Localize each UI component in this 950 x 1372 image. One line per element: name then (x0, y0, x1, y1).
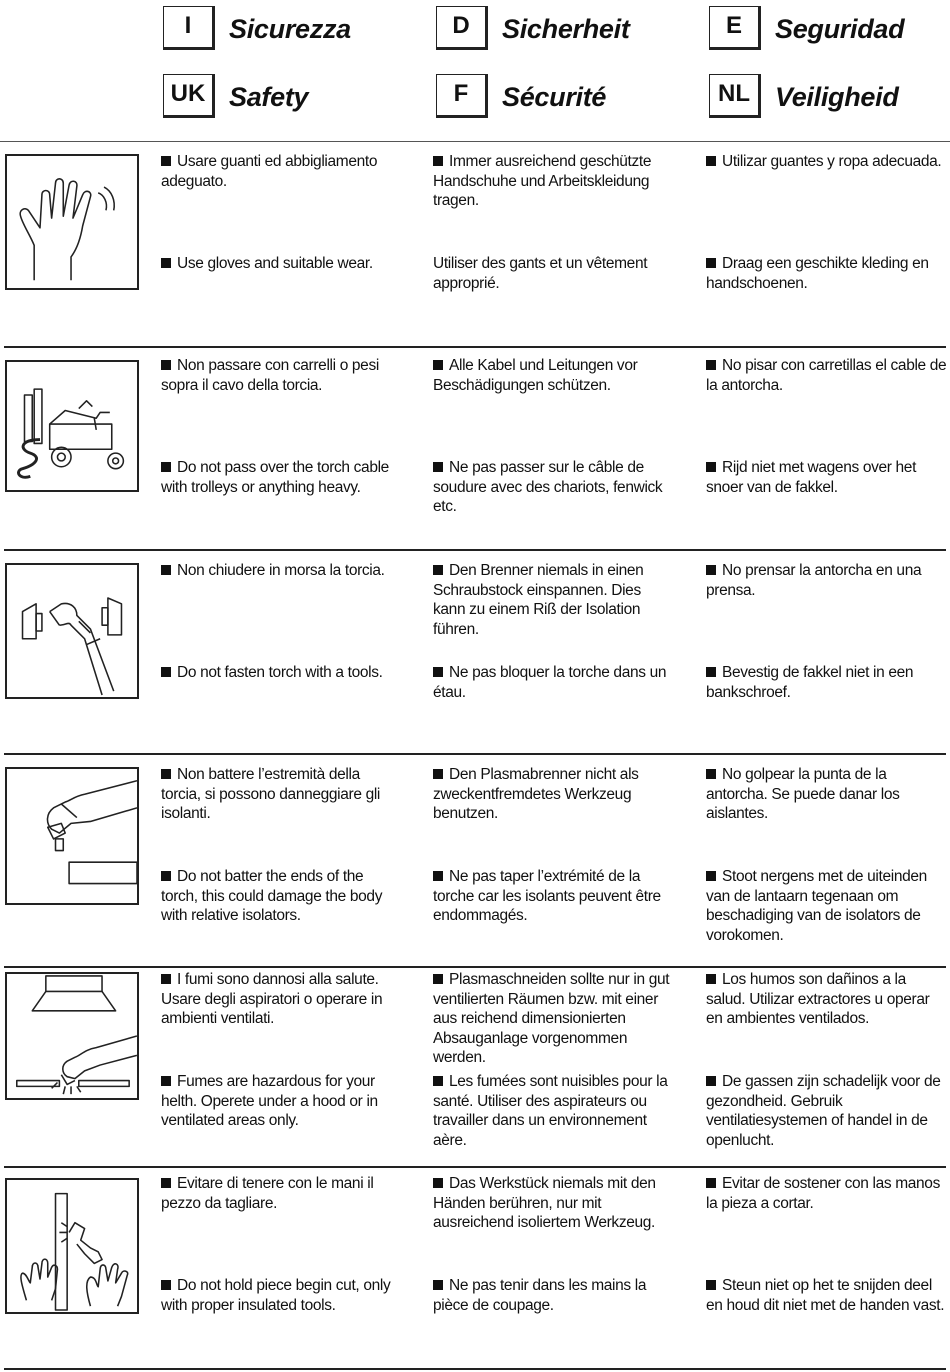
instruction-es (706, 1174, 948, 1213)
lang-code-badge: D (436, 6, 488, 50)
bullet-icon (706, 769, 716, 779)
instruction-text: Draag een geschikte kleding en handschoenen. (706, 255, 929, 292)
bullet-icon (706, 1178, 716, 1188)
lang-title: Sicurezza (229, 14, 351, 44)
instruction-nl (706, 1276, 948, 1315)
instruction-nl (706, 458, 948, 497)
lang-title: Safety (229, 82, 309, 112)
instruction-text: Do not fasten torch with a tools. (177, 664, 383, 681)
bullet-icon (161, 156, 171, 166)
instruction-text: Do not pass over the torch cable with trolleys or anything heavy. (161, 459, 389, 496)
bullet-icon (706, 360, 716, 370)
instruction-en (161, 1072, 403, 1131)
instruction-de (433, 561, 675, 639)
lang-title: Seguridad (775, 14, 905, 44)
safety-section-striking (0, 753, 950, 963)
bullet-icon (433, 462, 443, 472)
instruction-fr (433, 254, 675, 293)
lang-code-badge: I (163, 6, 215, 50)
instruction-text: Alle Kabel und Leitungen vor Beschädigungen schützen. (433, 357, 638, 394)
bullet-icon (161, 360, 171, 370)
forklift-over-cable-icon (5, 360, 139, 492)
instruction-text: Rijd niet met wagens over het snoer van de fakkel. (706, 459, 917, 496)
section-divider (4, 346, 946, 348)
instruction-nl (706, 867, 948, 945)
bullet-icon (161, 871, 171, 881)
instruction-es (706, 356, 948, 395)
bullet-icon (706, 1076, 716, 1086)
section-divider (4, 1166, 946, 1168)
bullet-icon (161, 769, 171, 779)
bullet-icon (433, 1178, 443, 1188)
instruction-de (433, 152, 675, 211)
instruction-text: Les fumées sont nuisibles pour la santé. Utiliser des aspirateurs ou travailler dans un environnement aère. (433, 1073, 668, 1149)
bullet-icon (161, 1076, 171, 1086)
instruction-text: Den Brenner niemals in einen Schraubstock einspannen. Dies kann zu einem Riß der Isolation führen. (433, 562, 644, 638)
instruction-en (161, 1276, 403, 1315)
instruction-text: Do not hold piece begin cut, only with proper insulated tools. (161, 1277, 391, 1314)
lang-title: Sicherheit (502, 14, 630, 44)
lang-code-badge: NL (709, 74, 761, 118)
instruction-text: Fumes are hazardous for your helth. Operete under a hood or in ventilated areas only. (161, 1073, 378, 1129)
torch-in-vice-icon (5, 563, 139, 699)
instruction-es (706, 561, 948, 600)
instruction-text: Evitare di tenere con le mani il pezzo da tagliare. (161, 1175, 374, 1212)
bullet-icon (706, 258, 716, 268)
hands-holding-workpiece-icon (5, 1178, 139, 1314)
instruction-fr (433, 867, 675, 926)
instruction-text: No golpear la punta de la antorcha. Se puede danar los aislantes. (706, 766, 900, 822)
instruction-text: Los humos son dañinos a la salud. Utilizar extractores u operar en ambientes ventilados. (706, 971, 930, 1027)
safety-section-vice (0, 549, 950, 749)
instruction-text: Den Plasmabrenner nicht als zweckentfremdetes Werkzeug benutzen. (433, 766, 639, 822)
instruction-it (161, 561, 403, 581)
instruction-text: Use gloves and suitable wear. (177, 255, 373, 272)
instruction-text: Ne pas bloquer la torche dans un étau. (433, 664, 667, 701)
instruction-de (433, 970, 675, 1068)
instruction-text: Ne pas passer sur le câble de soudure avec des chariots, fenwick etc. (433, 459, 663, 515)
instruction-text: No prensar la antorcha en una prensa. (706, 562, 922, 599)
instruction-es (706, 970, 948, 1029)
safety-section-fumes (0, 966, 950, 1162)
bullet-icon (161, 462, 171, 472)
instruction-it (161, 152, 403, 191)
bullet-icon (161, 1178, 171, 1188)
safety-section-gloves (0, 142, 950, 342)
instruction-de (433, 765, 675, 824)
instruction-en (161, 663, 403, 683)
instruction-text: Evitar de sostener con las manos la pieza a cortar. (706, 1175, 940, 1212)
instruction-text: Utilizar guantes y ropa adecuada. (722, 153, 942, 170)
instruction-de (433, 356, 675, 395)
bullet-icon (433, 974, 443, 984)
instruction-text: Steun niet op het te snijden deel en houd dit niet met de handen vast. (706, 1277, 945, 1314)
section-divider (4, 966, 946, 968)
bullet-icon (433, 871, 443, 881)
bullet-icon (433, 769, 443, 779)
instruction-text: Do not batter the ends of the torch, this could damage the body with relative isolators. (161, 868, 383, 924)
instruction-es (706, 152, 948, 172)
section-divider (4, 753, 946, 755)
bullet-icon (161, 974, 171, 984)
safety-section-cable (0, 346, 950, 546)
instruction-text: No pisar con carretillas el cable de la antorcha. (706, 357, 947, 394)
instruction-text: Das Werkstück niemals mit den Händen berühren, nur mit ausreichend isoliertem Werkzeug. (433, 1175, 656, 1231)
instruction-it (161, 765, 403, 824)
instruction-it (161, 1174, 403, 1213)
gloved-hand-icon (5, 154, 139, 290)
bullet-icon (706, 462, 716, 472)
lang-code-badge: F (436, 74, 488, 118)
instruction-nl (706, 1072, 948, 1150)
bullet-icon (433, 1076, 443, 1086)
instruction-en (161, 254, 403, 274)
instruction-nl (706, 663, 948, 702)
bullet-icon (433, 156, 443, 166)
bullet-icon (161, 258, 171, 268)
bullet-icon (161, 565, 171, 575)
section-divider (4, 549, 946, 551)
instruction-text: I fumi sono dannosi alla salute. Usare degli aspiratori o operare in ambienti ventilati. (161, 971, 383, 1027)
instruction-text: Immer ausreichend geschützte Handschuhe und Arbeitskleidung tragen. (433, 153, 652, 209)
bullet-icon (433, 667, 443, 677)
instruction-text: Stoot nergens met de uiteinden van de lantaarn tegenaan om beschadiging van de isolators de vorokomen. (706, 868, 927, 944)
safety-section-hands (0, 1166, 950, 1366)
bullet-icon (161, 1280, 171, 1290)
instruction-fr (433, 458, 675, 517)
instruction-text: Usare guanti ed abbigliamento adeguato. (161, 153, 378, 190)
instruction-nl (706, 254, 948, 293)
instruction-fr (433, 663, 675, 702)
instruction-es (706, 765, 948, 824)
lang-title: Veiligheid (775, 82, 899, 112)
instruction-text: De gassen zijn schadelijk voor de gezondheid. Gebruik ventilatiesystemen of handel in de openlucht. (706, 1073, 941, 1149)
instruction-text: Non chiudere in morsa la torcia. (177, 562, 385, 579)
bullet-icon (706, 565, 716, 575)
lang-code-badge: UK (163, 74, 215, 118)
lang-title: Sécurité (502, 82, 607, 112)
instruction-en (161, 458, 403, 497)
lang-code-badge: E (709, 6, 761, 50)
bullet-icon (433, 360, 443, 370)
bullet-icon (706, 667, 716, 677)
instruction-text: Bevestig de fakkel niet in een bankschroef. (706, 664, 914, 701)
instruction-text: Utiliser des gants et un vêtement approprié. (433, 255, 648, 292)
fume-hood-icon (5, 972, 139, 1100)
instruction-fr (433, 1072, 675, 1150)
bullet-icon (706, 871, 716, 881)
instruction-de (433, 1174, 675, 1233)
instruction-fr (433, 1276, 675, 1315)
instruction-en (161, 867, 403, 926)
instruction-text: Non battere l’estremità della torcia, si possono danneggiare gli isolanti. (161, 766, 381, 822)
bullet-icon (706, 1280, 716, 1290)
instruction-it (161, 970, 403, 1029)
instruction-it (161, 356, 403, 395)
page-bottom-divider (4, 1368, 946, 1370)
bullet-icon (706, 156, 716, 166)
instruction-text: Ne pas taper l’extrémité de la torche car les isolants peuvent être endommagés. (433, 868, 661, 924)
bullet-icon (433, 565, 443, 575)
torch-striking-icon (5, 767, 139, 905)
bullet-icon (433, 1280, 443, 1290)
instruction-text: Plasmaschneiden sollte nur in gut ventilierten Räumen bzw. mit einer aus reichend dimensionierten Absauganlage vorgenommen werden. (433, 971, 670, 1066)
bullet-icon (706, 974, 716, 984)
bullet-icon (161, 667, 171, 677)
instruction-text: Non passare con carrelli o pesi sopra il cavo della torcia. (161, 357, 379, 394)
instruction-text: Ne pas tenir dans les mains la pièce de coupage. (433, 1277, 647, 1314)
